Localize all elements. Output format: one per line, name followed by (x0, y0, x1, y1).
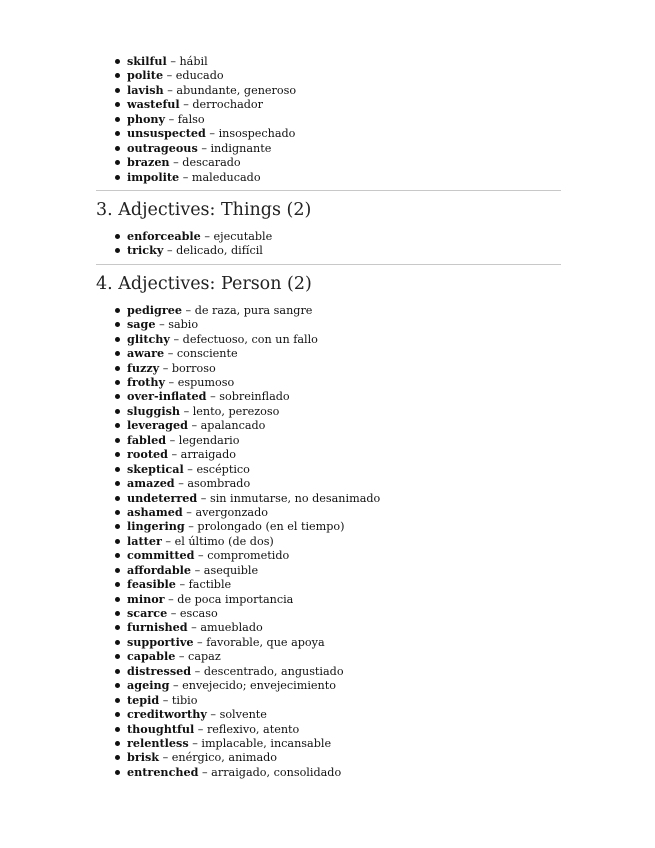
vocab-definition: comprometido (207, 549, 290, 563)
vocab-separator: – (165, 534, 172, 548)
vocab-term: latter (127, 533, 162, 548)
vocab-term: amazed (127, 476, 175, 491)
vocab-definition: hábil (179, 55, 208, 68)
vocab-separator: – (188, 520, 194, 534)
vocab-separator: – (198, 549, 204, 563)
vocab-definition: maleducado (191, 170, 261, 184)
vocab-item (96, 303, 561, 317)
vocab-separator: – (170, 607, 177, 620)
vocab-term: wasteful (127, 97, 180, 112)
vocab-definition: factible (188, 578, 232, 592)
vocab-term: feasible (127, 577, 176, 592)
vocab-definition: envejecido; envejecimiento (182, 679, 336, 693)
vocab-term: polite (127, 68, 164, 83)
vocab-separator: – (178, 477, 184, 491)
vocab-definition: apalancado (200, 419, 266, 433)
vocab-separator: – (166, 244, 173, 258)
vocab-definition: derrochador (192, 98, 263, 112)
vocab-term: skeptical (127, 461, 184, 476)
vocab-term: impolite (127, 169, 180, 184)
vocab-item (96, 346, 561, 360)
vocab-separator: – (169, 433, 176, 447)
vocab-separator: – (162, 361, 169, 375)
vocab-separator: – (185, 303, 192, 317)
vocab-separator: – (210, 390, 216, 404)
vocab-term: outrageous (127, 140, 198, 155)
vocab-list-person (96, 303, 561, 779)
vocab-item (96, 736, 561, 750)
vocab-definition: amueblado (200, 621, 263, 635)
vocab-definition: defectuoso, con un fallo (182, 332, 318, 346)
vocab-item (96, 707, 561, 721)
vocab-separator: – (168, 592, 174, 606)
vocab-definition: falso (177, 112, 205, 126)
vocab-term: fuzzy (127, 360, 160, 375)
vocab-definition: enérgico, animado (171, 751, 278, 765)
vocab-item (96, 491, 561, 505)
vocab-separator: – (178, 650, 185, 664)
vocab-definition: consciente (176, 347, 238, 361)
vocab-definition: lento, perezoso (192, 404, 280, 418)
vocab-definition: avergonzado (195, 505, 268, 519)
vocab-separator: – (194, 563, 201, 577)
vocab-separator: – (197, 722, 204, 736)
vocab-definition: indignante (210, 141, 272, 155)
vocab-definition: sin inmutarse, no desanimado (209, 491, 381, 505)
section-divider (96, 190, 561, 191)
section-heading-person: 4. Adjectives: Person (2) (96, 273, 312, 294)
vocab-item (96, 243, 561, 257)
vocab-definition: escaso (179, 607, 218, 620)
vocab-separator: – (201, 141, 207, 155)
vocab-item (96, 418, 561, 432)
vocab-term: brisk (127, 750, 160, 765)
vocab-separator: – (167, 347, 174, 361)
vocab-term: glitchy (127, 331, 170, 346)
vocab-item (96, 332, 561, 346)
vocab-item (96, 112, 561, 126)
vocab-term: ashamed (127, 504, 183, 519)
vocab-item (96, 54, 561, 68)
vocab-item (96, 750, 561, 764)
vocab-definition: sobreinflado (219, 390, 290, 404)
vocab-item (96, 126, 561, 140)
vocab-separator: – (202, 765, 208, 779)
vocab-separator: – (173, 156, 179, 170)
vocab-term: leveraged (127, 418, 188, 433)
vocab-separator: – (162, 693, 169, 707)
vocab-term: aware (127, 346, 165, 361)
vocab-separator: – (166, 69, 173, 83)
vocab-definition: de raza, pura sangre (194, 303, 313, 317)
vocab-item (96, 577, 561, 591)
vocab-term: lavish (127, 82, 164, 97)
vocab-separator: – (171, 448, 178, 462)
vocab-definition: capaz (188, 650, 221, 664)
vocab-definition: el último (de dos) (174, 534, 274, 548)
vocab-separator: – (209, 127, 216, 141)
vocab-term: undeterred (127, 490, 198, 505)
vocab-separator: – (191, 621, 197, 635)
vocab-term: rooted (127, 447, 168, 462)
vocab-definition: educado (175, 69, 224, 83)
vocab-item (96, 722, 561, 736)
vocab-separator: – (167, 83, 173, 97)
vocab-definition: insospechado (218, 127, 296, 141)
vocab-definition: arraigado (180, 448, 236, 462)
vocab-item (96, 375, 561, 389)
vocab-definition: asequible (203, 563, 259, 577)
vocab-term: ageing (127, 678, 170, 693)
vocab-term: phony (127, 111, 166, 126)
vocab-definition: arraigado, consolidado (211, 765, 342, 779)
vocab-definition: implacable, incansable (201, 736, 332, 750)
vocab-definition: ejecutable (213, 229, 273, 243)
vocab-term: committed (127, 548, 195, 563)
vocab-separator: – (170, 55, 176, 68)
vocab-separator: – (191, 419, 198, 433)
vocab-definition: borroso (171, 361, 216, 375)
vocab-item (96, 83, 561, 97)
vocab-item (96, 476, 561, 490)
vocab-item (96, 592, 561, 606)
vocab-separator: – (159, 318, 165, 332)
vocab-item (96, 505, 561, 519)
vocab-term: distressed (127, 663, 192, 678)
vocab-item (96, 606, 561, 620)
vocab-separator: – (186, 505, 192, 519)
vocab-definition: legendario (178, 433, 240, 447)
vocab-term: brazen (127, 155, 170, 170)
vocab-term: skilful (127, 54, 167, 68)
vocab-item (96, 563, 561, 577)
document-page (96, 54, 561, 779)
vocab-item (96, 548, 561, 562)
vocab-separator: – (179, 578, 186, 592)
vocab-term: sluggish (127, 403, 181, 418)
vocab-item (96, 649, 561, 663)
vocab-separator: – (168, 376, 175, 389)
vocab-term: tricky (127, 243, 164, 258)
vocab-definition: abundante, generoso (176, 83, 297, 97)
vocab-definition: descarado (182, 156, 241, 170)
vocab-definition: favorable, que apoya (206, 635, 325, 649)
vocab-definition: escéptico (196, 462, 250, 476)
vocab-term: pedigree (127, 302, 182, 317)
vocab-item (96, 68, 561, 82)
vocab-term: thoughtful (127, 721, 195, 736)
vocab-term: lingering (127, 519, 185, 534)
vocab-separator: – (197, 635, 203, 649)
vocab-definition: solvente (219, 708, 267, 722)
section-heading-things: 3. Adjectives: Things (2) (96, 199, 312, 220)
vocab-item (96, 97, 561, 111)
vocab-term: frothy (127, 375, 165, 389)
vocab-term: sage (127, 317, 156, 332)
vocab-separator: – (200, 491, 207, 505)
vocab-term: scarce (127, 606, 168, 620)
vocab-item (96, 765, 561, 779)
vocab-definition: descentrado, angustiado (203, 664, 344, 678)
vocab-item (96, 678, 561, 692)
vocab-list-1 (96, 54, 561, 184)
vocab-term: fabled (127, 432, 167, 447)
vocab-item (96, 534, 561, 548)
vocab-item (96, 141, 561, 155)
vocab-separator: – (162, 751, 169, 765)
vocab-term: entrenched (127, 764, 199, 779)
vocab-item (96, 229, 561, 243)
vocab-separator: – (168, 112, 175, 126)
vocab-term: furnished (127, 620, 188, 635)
vocab-item (96, 620, 561, 634)
vocab-separator: – (173, 332, 180, 346)
vocab-definition: sabio (168, 318, 199, 332)
vocab-separator: – (183, 98, 189, 112)
vocab-separator: – (183, 404, 190, 418)
vocab-definition: prolongado (en el tiempo) (197, 520, 345, 534)
vocab-item (96, 317, 561, 331)
vocab-separator: – (182, 170, 189, 184)
vocab-term: affordable (127, 562, 192, 577)
vocab-item (96, 519, 561, 533)
vocab-separator: – (192, 736, 198, 750)
vocab-item (96, 693, 561, 707)
vocab-definition: de poca importancia (177, 592, 294, 606)
vocab-item (96, 433, 561, 447)
vocab-term: over-inflated (127, 389, 207, 404)
vocab-item (96, 389, 561, 403)
vocab-list-things (96, 229, 561, 258)
vocab-separator: – (210, 708, 217, 722)
vocab-term: tepid (127, 692, 160, 707)
vocab-separator: – (204, 229, 210, 243)
vocab-definition: espumoso (177, 376, 235, 389)
vocab-item (96, 170, 561, 184)
vocab-item (96, 404, 561, 418)
vocab-item (96, 635, 561, 649)
vocab-item (96, 664, 561, 678)
vocab-definition: delicado, difícil (176, 244, 263, 258)
vocab-separator: – (194, 664, 201, 678)
vocab-definition: reflexivo, atento (206, 722, 300, 736)
vocab-item (96, 447, 561, 461)
vocab-term: relentless (127, 735, 189, 750)
vocab-separator: – (187, 462, 193, 476)
vocab-item (96, 361, 561, 375)
vocab-item (96, 155, 561, 169)
vocab-separator: – (172, 679, 179, 693)
vocab-term: supportive (127, 634, 194, 649)
vocab-item (96, 462, 561, 476)
vocab-term: capable (127, 649, 176, 664)
vocab-definition: tibio (171, 693, 198, 707)
vocab-term: minor (127, 591, 165, 606)
vocab-term: enforceable (127, 228, 201, 243)
section-divider (96, 264, 561, 265)
vocab-term: unsuspected (127, 126, 206, 141)
vocab-definition: asombrado (187, 477, 251, 491)
vocab-term: creditworthy (127, 707, 207, 722)
